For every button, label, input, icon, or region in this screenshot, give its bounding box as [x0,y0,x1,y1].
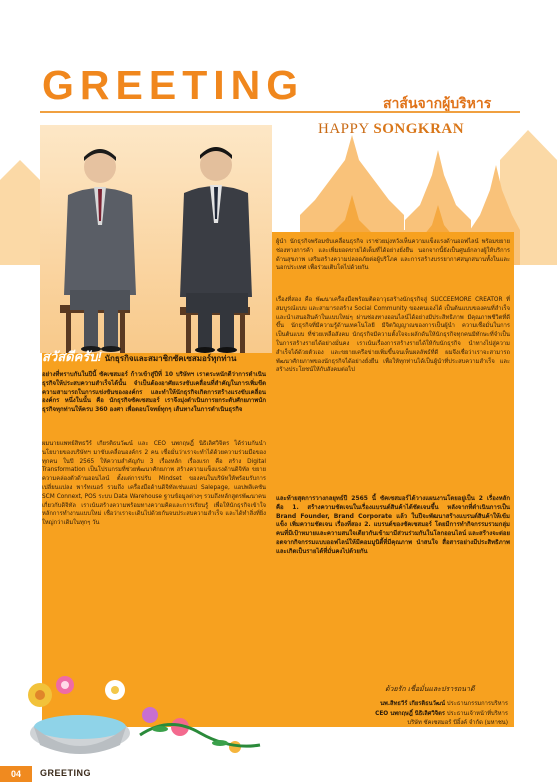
signatory-1-name: นพ.สิทธวีร์ เกียรติธนวัฒน์ [380,701,446,707]
banner-emphasis: SONGKRAN [373,121,465,137]
left-paragraph-2: ผมนายแพทย์สิทธวีร์ เกียรติธนวัฒน์ และ CEO นพกฤษฎิ์ นิธิเลิศวิจิตร ได้ร่วมกันนำนโยบายของบริษัทฯ มาขับเคลื่อนองค์กร 2 คน เชื่อมั่นว่าเราจะทำได้ด้วยความร่วมมือของทุกคน ในปี 2565 ให้ความสำคัญกับ 3 เรื่องหลัก เรื่องแรก คือ สร้าง Digital Transformation เป็นโปรแกรมที่ช่วยพัฒนาศักยภาพ สร้างความแข็งแรงด้านดิจิทัล ขยายความคล่องตัวด้านออนไลน์ ตั้งแต่การปรับ Mindset ของคนในบริษัทให้พร้อมรับการเปลี่ยนแปลง พาร์ทเนอร์ รวมถึง เครื่องมือด้านดิจิทัลเช่นแอป Salepage, แอปพลิเคชัน SCM Connext, POS ระบบ Data Warehouse ฐานข้อมูลต่างๆ รวมถึงหลักสูตรพัฒนาคน เกี่ยวกับดิจิทัล เราเน้นสร้างความพร้อมทางความคิดและการเรียนรู้ เพื่อให้นักธุรกิจเข้าใจหลักการทำงานแบบใหม่ เชื่อว่าเราจะเดินไปด้วยกันจนประสบความสำเร็จ และได้ทำสิ่งที่ยิ่งใหญ่กว่าเดิมในทุกๆ วัน [42,441,266,527]
right-paragraph-1: ผู้นำ นักธุรกิจพร้อมขับเคลื่อนธุรกิจ เราช่วยมุ่งหวังเห็นความแข็งแรงด้านออฟไลน์ พร้อมขยายช่องทางการค้า และเพิ่มยอดขายได้เต็มที่ได้อย่างยั่งยืน นอกจากนี้ยังเป็นศูนย์กลางผู้ให้บริการด้านสุขภาพ เสริมสร้างความปลอดภัยต่อผู้บริโภค และการสร้างบรรยากาศสนุกสนานทั้งในและนอกประเทศ เพื่อร่วมเติบโตไปด้วยกัน [276,239,510,272]
greeting-line [42,351,272,365]
signature-closing: ด้วยรัก เชื่อมั่นและปรารถนาดี [385,685,475,693]
songkran-decoration [20,655,270,765]
page-subtitle: สาส์นจากผู้บริหาร [383,95,492,111]
banner-prefix: HAPPY [318,121,370,137]
company-name: บริษัท ซัคเซสมอร์ บีอิ้งค์ จำกัด (มหาชน) [407,720,508,726]
greeting-exclaim: สวัสดีครับ! [42,349,102,364]
signatory-2-role: ประธานเจ้าหน้าที่บริหาร [446,710,508,717]
greeting-audience: นักธุรกิจและสมาชิกซัคเซสมอร์ทุกท่าน [104,354,237,363]
signature-block [296,700,508,729]
signatory-2-name: CEO นพกฤษฎิ์ นิธิเลิศวิจิตร [375,710,446,717]
page-number: 04 [0,766,32,782]
footer-label: GREETING [40,768,92,778]
header-divider [40,111,520,113]
left-paragraph-1: อย่างที่ทราบกันในปีนี้ ซัคเซสมอร์ ก้าวเข้าสู่ปีที่ 10 บริษัทฯ เราตระหนักดีว่าการดำเนินธุรกิจให้ประสบความสำเร็จได้นั้น จำเป็นต้องอาศัยแรงขับเคลื่อนที่สำคัญในการเพิ่มขีดความสามารถในการแข่งขันขององค์กร และทำให้นักธุรกิจเกิดการสร้างแรงขับเคลื่อนองค์กร หนึ่งในนั้น คือ นักธุรกิจซัคเซสมอร์ เราจึงมุ่งดำเนินการยกระดับศักยภาพนักธุรกิจทุกท่านให้ครบ 360 องศา เพื่อตอบโจทย์ทุกๆ เส้นทางในการดำเนินธุรกิจ [42,371,266,414]
right-paragraph-3: และท้ายสุดการวางกลยุทธ์ปี 2565 นี้ ซัคเซสมอร์ได้วางแผนงานโดยอยู่เป็น 2 เรื่องหลัก คือ 1. สร้างความชัดเจนในเรื่องแบรนด์สินค้าได้ชัดเจนขึ้น หลังจากที่ดำเนินการเป็น Brand Founder, Brand Corporate แล้ว ในปีจะพัฒนาสร้างแบรนด์สินค้าให้เข้มแข็ง เพิ่มความชัดเจน เรื่องที่สอง 2. แบรนด์ของซัคเซสมอร์ โดยมีการทำกิจกรรมรวมกลุ่มคนที่มีเป้าหมายและความสนใจเดียวกันเข้ามามีส่วนร่วมกันในโลกออนไลน์ และสร้างจะต่อยอดจากกิจกรรมแบบออฟไลน์ให้มีคอมมูนิตี้ที่มีคุณภาพ นำสนใจ สื่อสารอย่างมีประสิทธิภาพและเกิดเป็นรายได้ที่มั่นคงไปด้วยกัน [276,495,510,555]
right-paragraph-2: เรื่องที่สอง คือ พัฒนาเครื่องมือพร้อมติดอาวุธสร้างนักธุรกิจสู่ SUCCEEMORE CREATOR ที่สมบูรณ์แบบ และสามารถสร้าง Social Community ของตนเองได้ เป็นต้นแบบของคนที่สำเร็จ และนำเสนอสินค้าในแบบใหม่ๆ ผ่านช่องทางออนไลน์ได้อย่างมีประสิทธิภาพ มีคุณภาพชีวิตที่ดีขึ้น นักธุรกิจที่มีความรู้ด้านเทคโนโลยี มีจิตวิญญาณของการเป็นผู้นำ ความเชื่อมั่นในการเป็นต้นแบบ ที่ช่วยเหลือสังคม นักธุรกิจมีความตั้งใจจะผลักดันให้นักธุรกิจทุกคนมีทักษะที่จำเป็นในการสร้างรายได้อย่างมั่นคง เราเน้นเรื่องการสร้างรายได้ให้กับนักธุรกิจ นำทางไปสู่ความสำเร็จได้ด้วยตัวเอง และขยายเครือข่ายเพิ่มขึ้นจนเห็นผลลัพธ์ที่ดี ผมจึงเชื่อว่าเราจะสามารถพัฒนาศักยภาพของนักธุรกิจได้อย่างยั่งยืน เพื่อให้ทุกท่านได้เป็นผู้นำที่ประสบความสำเร็จ และสร้างประโยชน์ให้กับสังคมต่อไป [276,297,510,374]
signatory-1-role: ประธานกรรมการบริหาร [446,701,508,707]
happy-songkran-banner [318,121,464,138]
executives-photo [40,125,272,353]
page-title: GREETING [42,62,305,108]
